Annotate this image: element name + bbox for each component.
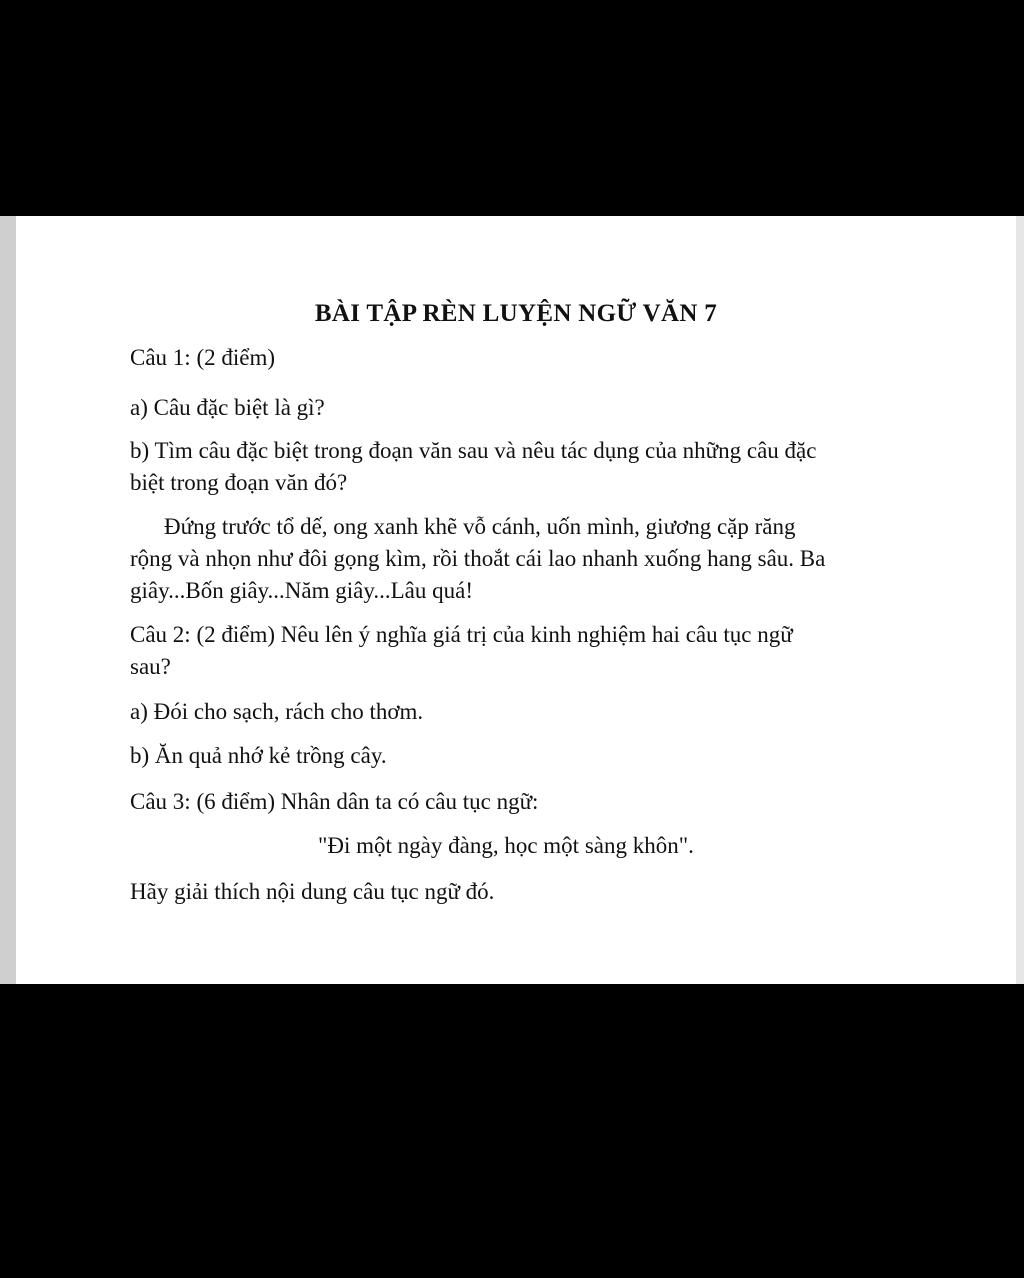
document-page [0,216,1024,984]
question-1-part-b-line-2: biệt trong đoạn văn đó? [130,470,348,495]
passage-line-3: giây...Bốn giây...Năm giây...Lâu quá! [130,578,473,603]
question-1-heading: Câu 1: (2 điểm) [130,345,275,370]
document-title: BÀI TẬP RÈN LUYỆN NGỮ VĂN 7 [314,300,718,327]
question-3-quote: "Đi một ngày đàng, học một sàng khôn". [318,833,694,858]
question-2-line-2: sau? [130,654,171,679]
question-1-part-a: a) Câu đặc biệt là gì? [130,395,325,420]
question-2-part-a: a) Đói cho sạch, rách cho thơm. [130,699,424,724]
question-3-task: Hãy giải thích nội dung câu tục ngữ đó. [130,879,495,904]
passage-line-1: Đứng trước tổ dế, ong xanh khẽ vỗ cánh, uốn mình, giương cặp răng [164,514,796,539]
question-1-part-b-line-1: b) Tìm câu đặc biệt trong đoạn văn sau và nêu tác dụng của những câu đặc [130,438,817,463]
passage-line-2: rộng và nhọn như đôi gọng kìm, rồi thoắt cái lao nhanh xuống hang sâu. Ba [130,546,826,571]
question-2-line-1: Câu 2: (2 điểm) Nêu lên ý nghĩa giá trị của kinh nghiệm hai câu tục ngữ [130,622,793,647]
question-3-heading: Câu 3: (6 điểm) Nhân dân ta có câu tục ngữ: [130,789,539,814]
question-2-part-b: b) Ăn quả nhớ kẻ trồng cây. [130,743,387,768]
